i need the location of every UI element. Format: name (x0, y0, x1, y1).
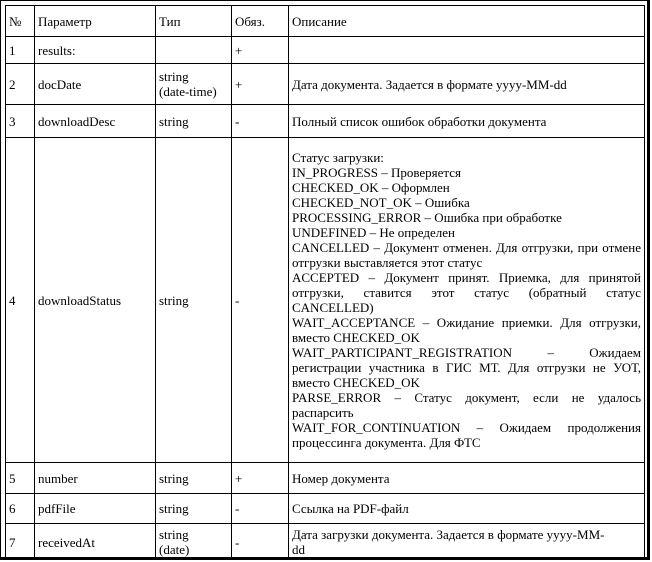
row-type: string (156, 463, 232, 494)
description-line: распарсить (292, 405, 354, 420)
row-description (289, 524, 645, 561)
description-line: Статус загрузки: (292, 150, 384, 165)
description-line: IN_PROGRESS – Проверяется (292, 165, 462, 180)
row-required: - (232, 524, 289, 561)
description-line: процессинга документа. Для ФТС (292, 435, 481, 450)
row-type: string (156, 105, 232, 138)
table-row (6, 524, 645, 561)
table-row (6, 138, 645, 463)
row-num: 2 (6, 64, 35, 105)
table-row (6, 494, 645, 524)
row-required: - (232, 494, 289, 524)
description-line: вместо CHECKED_OK (292, 375, 420, 390)
row-required: + (232, 37, 289, 64)
row-num: 7 (6, 524, 35, 561)
description-line: PROCESSING_ERROR – Ошибка при обработке (292, 210, 562, 225)
row-type: string (156, 494, 232, 524)
table-row (6, 64, 645, 105)
description-line: CANCELLED – Документ отменен. Для отгрузки, при отмене (292, 240, 641, 255)
row-description (289, 37, 645, 64)
description-line: CHECKED_OK – Оформлен (292, 180, 450, 195)
row-type (156, 37, 232, 64)
row-num: 3 (6, 105, 35, 138)
header-required: Обяз. (232, 6, 289, 37)
row-type-line: (date) (159, 542, 190, 557)
row-param: downloadStatus (35, 138, 156, 463)
row-required: - (232, 138, 289, 463)
header-param: Параметр (35, 6, 156, 37)
row-type (156, 64, 232, 105)
row-type-line: (date-time) (159, 84, 217, 99)
row-param: receivedAt (35, 524, 156, 561)
row-required: + (232, 64, 289, 105)
row-num: 4 (6, 138, 35, 463)
row-param: number (35, 463, 156, 494)
row-required: - (232, 105, 289, 138)
row-type-line: string (159, 527, 189, 542)
description-line: WAIT_ACCEPTANCE – Ожидание приемки. Для отгрузки, (292, 315, 641, 330)
row-num: 6 (6, 494, 35, 524)
row-num: 1 (6, 37, 35, 64)
header-num: № (6, 6, 35, 37)
table-row (6, 37, 645, 64)
description-line: отгрузки выставляется этот статус (292, 255, 483, 270)
table-header-row (6, 6, 645, 37)
description-line: Дата загрузки документа. Задается в формате yyyy-MM- (292, 527, 605, 542)
parameters-table (5, 5, 645, 560)
row-description: Дата документа. Задается в формате yyyy-MM-dd (289, 64, 645, 105)
description-line: вместо CHECKED_OK (292, 330, 420, 345)
row-required: + (232, 463, 289, 494)
description-line: WAIT_FOR_CONTINUATION – Ожидаем продолжения (292, 420, 641, 435)
row-num: 5 (6, 463, 35, 494)
row-description (289, 138, 645, 463)
table-row (6, 463, 645, 494)
description-line: ACCEPTED – Документ принят. Приемка, для принятой (292, 270, 641, 285)
row-param: downloadDesc (35, 105, 156, 138)
row-type-line: string (159, 69, 189, 84)
row-type (156, 524, 232, 561)
row-description: Ссылка на PDF-файл (289, 494, 645, 524)
description-line: dd (292, 542, 305, 557)
description-line: регистрации участника в ГИС МТ. Для отгрузки не УОТ, (292, 360, 641, 375)
row-type: string (156, 138, 232, 463)
row-param: results: (35, 37, 156, 64)
header-type: Тип (156, 6, 232, 37)
row-param: docDate (35, 64, 156, 105)
description-line: отгрузки, ставится этот статус (обратный статус (292, 285, 641, 300)
description-line: CHECKED_NOT_OK – Ошибка (292, 195, 470, 210)
table-row (6, 105, 645, 138)
description-line: UNDEFINED – Не определен (292, 225, 455, 240)
row-description: Номер документа (289, 463, 645, 494)
description-line: CANCELLED) (292, 300, 374, 315)
header-description: Описание (289, 6, 645, 37)
description-line: PARSE_ERROR – Статус документ, если не удалось (292, 390, 641, 405)
description-line: WAIT_PARTICIPANT_REGISTRATION – Ожидаем (292, 345, 641, 360)
row-description: Полный список ошибок обработки документа (289, 105, 645, 138)
row-param: pdfFile (35, 494, 156, 524)
